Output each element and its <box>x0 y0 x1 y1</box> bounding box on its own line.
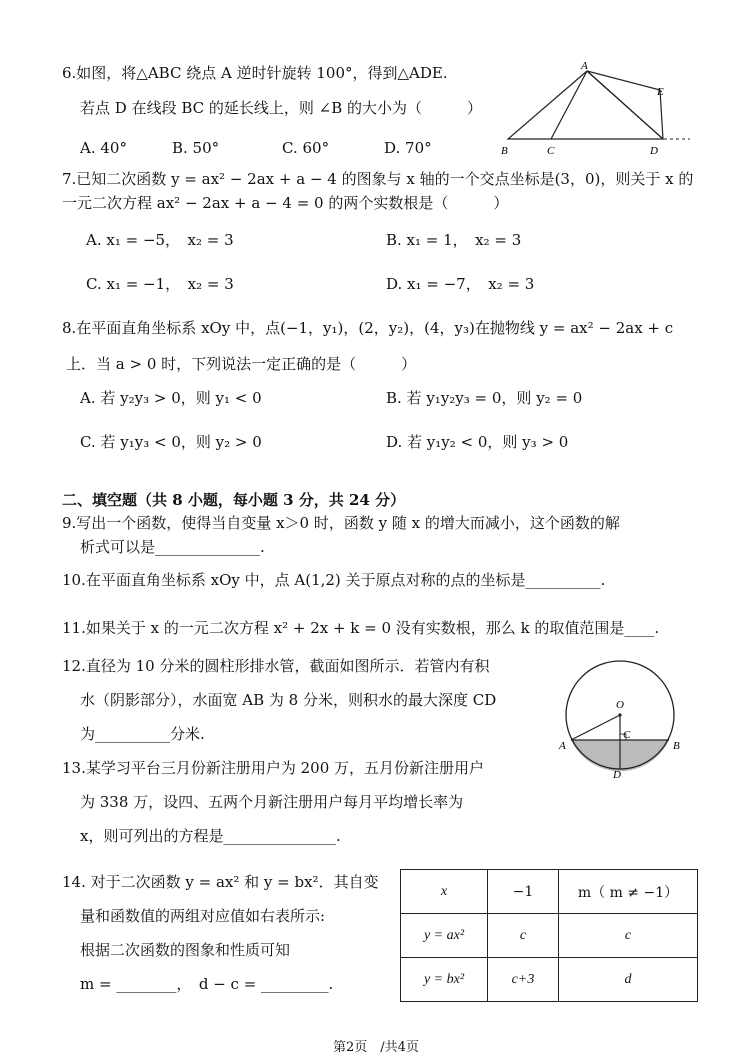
q8-stem-line2: 上．当 a > 0 时，下列说法一定正确的是（ ） <box>66 355 417 373</box>
q8-option-c: C. 若 y₁y₃ < 0，则 y₂ > 0 <box>80 433 262 451</box>
section-heading: 二、填空题（共 8 小题，每小题 3 分，共 24 分） <box>62 491 406 509</box>
q8-option-d: D. 若 y₁y₂ < 0，则 y₃ > 0 <box>386 433 569 451</box>
q6-option-a: A. 40° <box>80 139 127 157</box>
q12-label-a: A <box>559 740 566 752</box>
q7-stem-line1: 7.已知二次函数 y = ax² − 2ax + a − 4 的图象与 x 轴的一个交点坐标是(3，0)，则关于 x 的 <box>62 170 694 188</box>
q12-label-d: D <box>613 769 621 781</box>
table-cell: c+3 <box>488 958 559 1002</box>
q6-label-b: B <box>501 145 508 157</box>
q12-label-o: O <box>616 699 624 711</box>
q12-stem-line2: 水（阴影部分），水面宽 AB 为 8 分米，则积水的最大深度 CD <box>80 691 497 709</box>
q14-stem-line2: 量和函数值的两组对应值如右表所示: <box>80 907 326 925</box>
table-row <box>401 958 698 1002</box>
q6-option-c: C. 60° <box>282 139 330 157</box>
q7-option-d: D. x₁ = −7， x₂ = 3 <box>386 275 535 293</box>
q8-option-a: A. 若 y₂y₃ > 0，则 y₁ < 0 <box>80 389 262 407</box>
table-cell: y = ax² <box>401 914 488 958</box>
q6-option-d: D. 70° <box>384 139 432 157</box>
q6-label-a: A <box>581 60 588 72</box>
q12-stem-line3: 为__________分米. <box>80 725 205 743</box>
q12-stem-line1: 12.直径为 10 分米的圆柱形排水管，截面如图所示．若管内有积 <box>62 657 490 675</box>
q6-option-b: B. 50° <box>172 139 220 157</box>
q14-value-table <box>400 869 698 1002</box>
q13-stem-line2: 为 338 万，设四、五两个月新注册用户每月平均增长率为 <box>80 793 464 811</box>
table-row <box>401 914 698 958</box>
q6-label-c: C <box>547 145 555 157</box>
q7-option-b: B. x₁ = 1， x₂ = 3 <box>386 231 522 249</box>
table-cell: c <box>559 914 698 958</box>
q8-option-b: B. 若 y₁y₂y₃ = 0，则 y₂ = 0 <box>386 389 583 407</box>
table-header-m: m（ m ≠ −1） <box>559 870 698 914</box>
table-cell: c <box>488 914 559 958</box>
q14-stem-line3: 根据二次函数的图象和性质可知 <box>80 941 291 959</box>
q9-stem-line1: 9.写出一个函数，使得当自变量 x＞0 时，函数 y 随 x 的增大而减小，这个函数的解 <box>62 514 620 532</box>
page-footer: 第2页 /共4页 <box>333 1040 419 1055</box>
q6-triangle-figure <box>495 58 700 160</box>
q13-stem-line3: x，则可列出的方程是_______________. <box>80 827 341 845</box>
table-cell: y = bx² <box>401 958 488 1002</box>
q6-label-d: D <box>650 145 658 157</box>
q14-stem-line4: m = ________， d − c = _________. <box>80 975 334 993</box>
q7-option-c: C. x₁ = −1， x₂ = 3 <box>86 275 234 293</box>
q6-stem-line2: 若点 D 在线段 BC 的延长线上，则 ∠B 的大小为（ ） <box>80 99 483 117</box>
q7-option-a: A. x₁ = −5， x₂ = 3 <box>86 231 234 249</box>
q14-stem-line1: 14. 对于二次函数 y = ax² 和 y = bx²．其自变 <box>62 873 379 891</box>
q12-pipe-figure <box>550 652 700 782</box>
q11-stem: 11.如果关于 x 的一元二次方程 x² + 2x + k = 0 没有实数根，那么 k 的取值范围是____. <box>62 619 660 637</box>
q13-stem-line1: 13.某学习平台三月份新注册用户为 200 万，五月份新注册用户 <box>62 759 485 777</box>
q8-stem-line1: 8.在平面直角坐标系 xOy 中，点(−1，y₁)，(2，y₂)，(4，y₃)在抛物线 y = ax² − 2ax + c <box>62 319 674 337</box>
q12-label-b: B <box>673 740 680 752</box>
q6-label-e: E <box>657 86 664 98</box>
q6-stem-line1: 6.如图，将△ABC 绕点 A 逆时针旋转 100°，得到△ADE. <box>62 64 448 82</box>
q12-label-c: C <box>623 729 631 741</box>
table-header-row <box>401 870 698 914</box>
table-header-neg1: −1 <box>488 870 559 914</box>
q7-stem-line2: 一元二次方程 ax² − 2ax + a − 4 = 0 的两个实数根是（ ） <box>62 194 509 212</box>
q9-stem-line2: 析式可以是______________. <box>80 538 265 556</box>
q10-stem: 10.在平面直角坐标系 xOy 中，点 A(1,2) 关于原点对称的点的坐标是__________. <box>62 571 606 589</box>
table-cell: d <box>559 958 698 1002</box>
table-header-x: x <box>401 870 488 914</box>
